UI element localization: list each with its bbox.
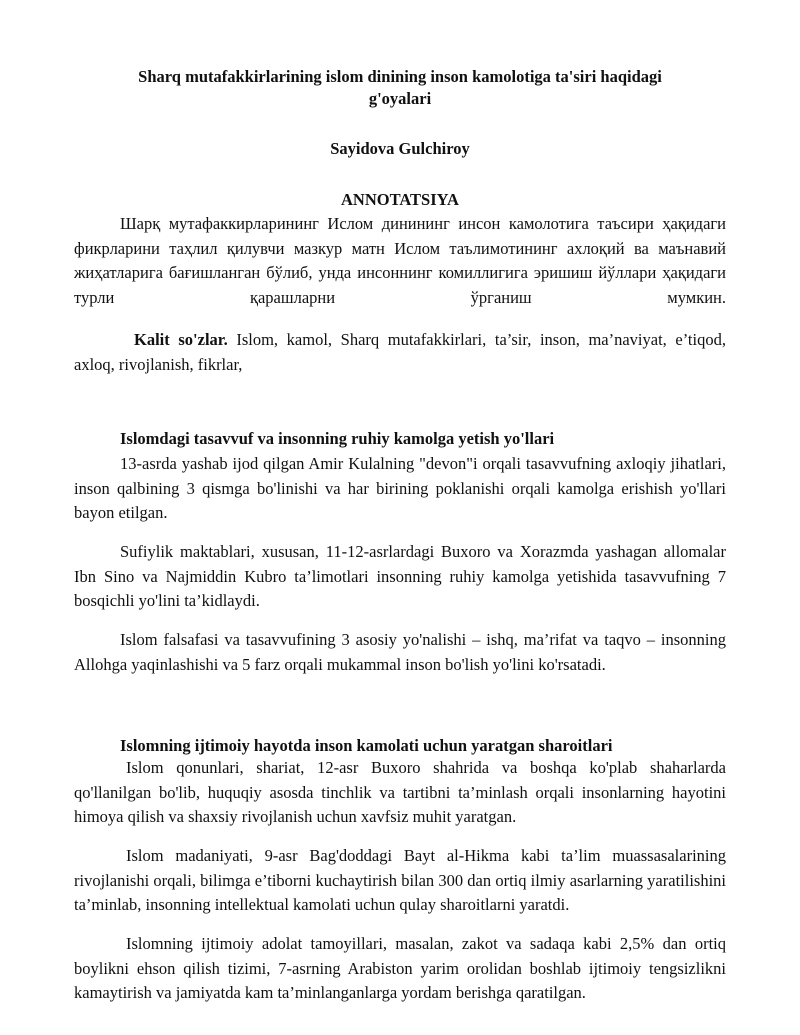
keywords-label: Kalit so'zlar. — [134, 330, 228, 349]
section-1-paragraph: Sufiylik maktablari, xususan, 11-12-asrlardagi Buxoro va Xorazmda yashagan allomalar Ibn Sino va Najmiddin Kubro ta’limotlari insonning ruhiy kamolga yetishida tasavvufning 7 bosqichli yo'lini ta’kidlaydi. — [74, 542, 726, 610]
author-name: Sayidova Gulchiroy — [330, 139, 470, 158]
keywords-paragraph — [74, 328, 726, 377]
document-title — [74, 66, 726, 110]
title-line-2: g'oyalari — [368, 89, 432, 108]
section-1-paragraph: 13-asrda yashab ijod qilgan Amir Kulalning "devon"i orqali tasavvufning axloqiy jihatlari, inson qalbining 3 qismga bo'linishi va har birining poklanishi orqali kamolga erishish yo'llari bayon etilgan. — [74, 454, 726, 522]
annotation-paragraph — [74, 212, 726, 310]
section-2-paragraph: Islom madaniyati, 9-asr Bag'doddagi Bayt al-Hikma kabi ta’lim muassasalarining rivojlanishi orqali, bilimga e’tiborni kuchaytirish bilan 300 dan ortiq ilmiy asarlarning yaratilishini ta’minlab, insonning intellektual kamolati uchun qulay sharoitlarni yaratdi. — [74, 846, 726, 914]
section-2-paragraph: Islomning ijtimoiy adolat tamoyillari, masalan, zakot va sadaqa kabi 2,5% dan ortiq boylikni ehson qilish tizimi, 7-asrning Arabiston yarim orolidan boshlab ijtimoiy tengsizlikni kamaytirish va jamiyatda kam ta’minlanganlarga yordam berishga qaratilgan. — [74, 934, 726, 1002]
annotation-text: Шарқ мутафаккирларининг Ислом динининг инсон камолотига таъсири ҳақидаги фикрларини таҳлил қилувчи мазкур матн Ислом таълимотининг ахлоқий ва маънавий жиҳатларига бағишланган бўлиб, унда инсоннинг комиллигига эришиш йўллари ҳақидаги турли қарашларни ўрганиш мумкин. — [74, 214, 726, 307]
section-1-heading: Islomdagi tasavvuf va insonning ruhiy kamolga yetish yo'llari — [120, 429, 555, 448]
section-2-heading: Islomning ijtimoiy hayotda inson kamolati uchun yaratgan sharoitlari — [120, 736, 613, 755]
section-2-paragraph: Islom qonunlari, shariat, 12-asr Buxoro shahrida va boshqa ko'plab shaharlarda qo'llanilgan bo'lib, huquqiy asosda tinchlik va tartibni ta’minlash orqali insonlarning hayotini himoya qilish va shaxsiy rivojlanish uchun xavfsiz muhit yaratgan. — [74, 758, 726, 826]
section-1-paragraph: Islom falsafasi va tasavvufining 3 asosiy yo'nalishi – ishq, ma’rifat va taqvo – insonning Allohga yaqinlashishi va 5 farz orqali mukammal inson bo'lish yo'lini ko'rsatadi. — [74, 630, 726, 674]
annotation-heading: ANNOTATSIYA — [341, 190, 459, 209]
keywords-text: Islom, kamol, Sharq mutafakkirlari, ta’sir, inson, ma’naviyat, e’tiqod, axloq, rivojlanish, fikrlar, — [74, 330, 726, 374]
title-line-1: Sharq mutafakkirlarining islom dinining inson kamolotiga ta'siri haqidagi — [138, 67, 662, 86]
